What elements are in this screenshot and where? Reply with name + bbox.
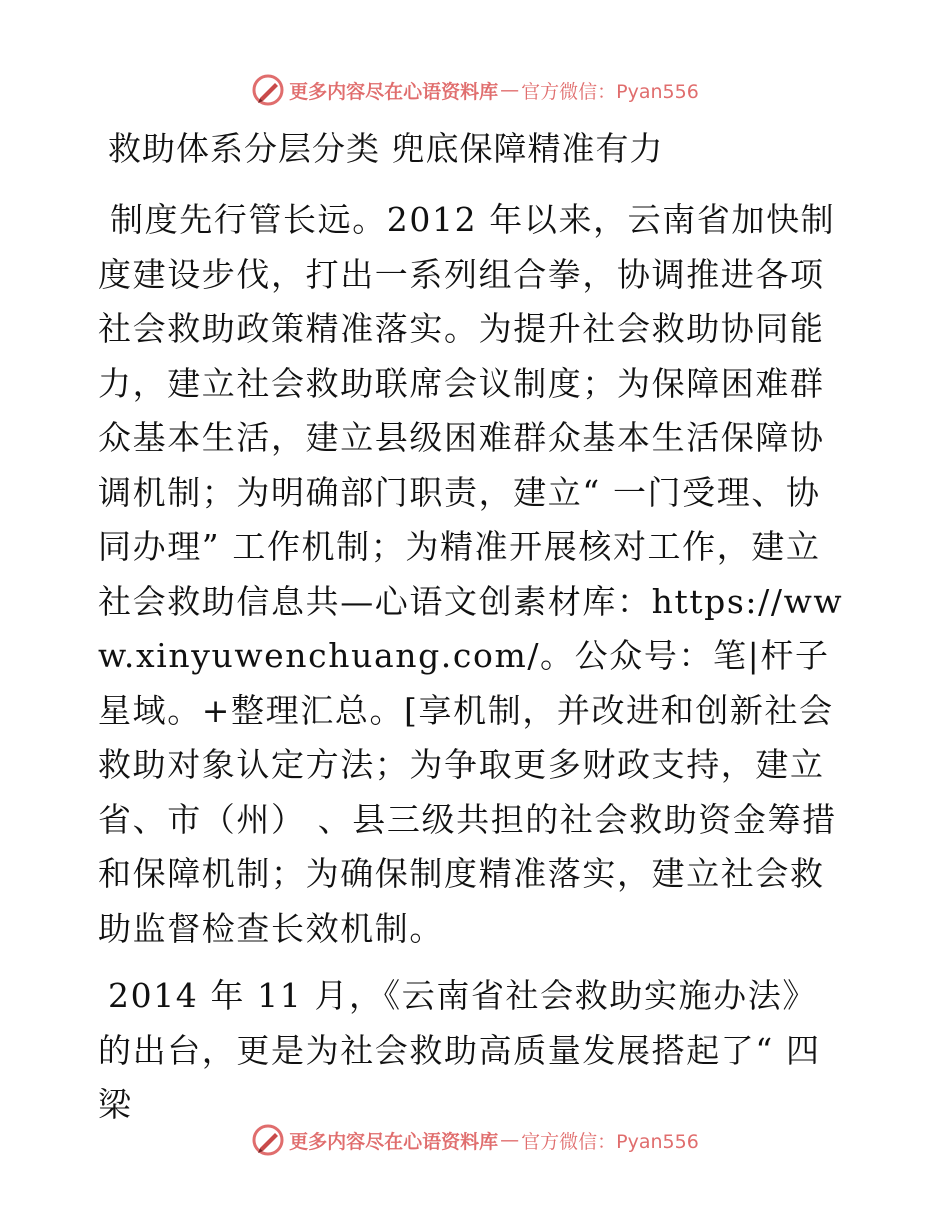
- body-paragraph: 制度先行管长远。2012 年以来，云南省加快制度建设步伐，打出一系列组合拳，协调推进各项社会救助政策精准落实。为提升社会救助协同能力，建立社会救助联席会议制度；为保障困难群众基本生活，建立县级困难群众基本生活保障协调机制；为明确部门职责，建立“ 一门受理、协同办理” 工作机制；为精准开展核对工作，建立社会救助信息共—心语文创素材库：https://www.xinyuwenchuang.com/。公众号：笔|杆子星域。+整理汇总。[享机制，并改进和创新社会救助对象认定方法；为争取更多财政支持，建立省、市（州） 、县三级共担的社会救助资金筹措和保障机制；为确保制度精准落实，建立社会救助监督检查长效机制。: [98, 200, 844, 948]
- watermark-site-text: 更多内容尽在心语资料库: [289, 80, 499, 103]
- header-watermark: [0, 70, 950, 110]
- pen-logo-icon: [251, 1123, 285, 1157]
- watermark-wechat-text: 官方微信：Pyan556: [521, 1130, 699, 1153]
- watermark-dash: —: [500, 1129, 520, 1151]
- watermark-dash: —: [500, 79, 520, 101]
- pen-logo-icon: [251, 73, 285, 107]
- body-paragraph: 2014 年 11 月，《云南省社会救助实施办法》的出台，更是为社会救助高质量发展搭起了“ 四梁: [98, 976, 821, 1124]
- watermark-site-text: 更多内容尽在心语资料库: [289, 1130, 499, 1153]
- article-heading: 救助体系分层分类 兜底保障精准有力: [108, 129, 664, 168]
- footer-watermark: [0, 1120, 950, 1160]
- watermark-wechat-text: 官方微信：Pyan556: [521, 80, 699, 103]
